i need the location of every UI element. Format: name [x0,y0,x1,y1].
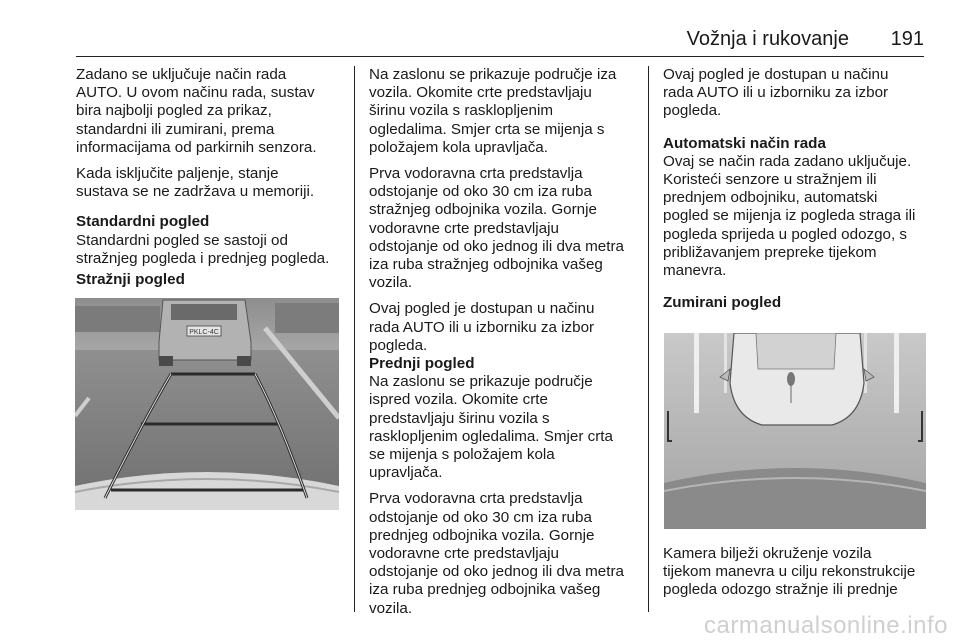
rear-view-camera-image [75,298,339,510]
page-header [76,24,924,54]
paragraph: Prva vodoravna crta predstavlja odstojanje od oko 30 cm iza ruba stražnjeg odbojnika vozila. Gornje vodoravne crte predstavljaju odstojanje od oko jednog ili dva metra iza ruba stražnjeg odbojnika vašeg vozila. [369,165,624,292]
subheading-zoomed-view: Zumirani pogled [663,294,782,312]
subheading-automatic-mode: Automatski način rada [663,134,826,152]
subheading-rear-view: Stražnji pogled [76,271,185,289]
paragraph: Ovaj se način rada zadano uključuje. Koristeći senzore u stražnjem ili prednjem odbojniku, automatski pogled se mijenja iz pogleda straga ili pogleda sprijeda u pogled odozgo, s približavanjem prepreke tijekom manevra. [663,152,916,280]
paragraph: Standardni pogled se sastoji od stražnjeg pogleda i prednjeg pogleda. [76,231,330,267]
subheading-standard-view: Standardni pogled [76,213,210,231]
paragraph: Kada isključite paljenje, stanje sustava se ne zadržava u memoriji. [76,165,315,201]
column-3 [663,66,928,312]
header-rule [76,56,924,57]
zoomed-view-camera-image [664,333,926,529]
column-1 [76,66,344,289]
section-title: Vožnja i rukovanje [686,28,849,50]
paragraph: Ovaj pogled je dostupan u načinu rada AUTO ili u izborniku za izbor pogleda. [663,66,889,120]
column-2 [369,66,639,626]
paragraph: Na zaslonu se prikazuje područje iza vozila. Okomite crte predstavljaju širinu vozila s rasklopljenim ogledalima. Smjer crta se mijenja s položajem kola upravljača. [369,66,617,156]
column-divider [648,66,649,612]
column-3-bottom [663,545,928,608]
page-number: 191 [890,28,924,50]
paragraph: Prva vodoravna crta predstavlja odstojanje od oko 30 cm iza ruba prednjeg odbojnika vozila. Gornje vodoravne crte predstavljaju odstojanje od oko jednog ili dva metra iza ruba prednjeg odbojnika vašeg vozila. [369,490,624,617]
license-plate-text: PKLC-4C [189,329,219,336]
subheading-front-view: Prednji pogled [369,355,475,373]
column-divider [354,66,355,612]
paragraph: Ovaj pogled je dostupan u načinu rada AUTO ili u izborniku za izbor pogleda. [369,300,595,354]
paragraph: Na zaslonu se prikazuje područje ispred vozila. Okomite crte predstavljaju širinu vozila s rasklopljenim ogledalima. Smjer crta se mijenja s položajem kola upravljača. [369,373,613,482]
watermark: carmanualsonline.info [704,612,948,639]
paragraph: Kamera bilježi okruženje vozila tijekom manevra u cilju rekonstrukcije pogleda odozgo stražnje ili prednje [663,545,916,599]
paragraph: Zadano se uključuje način rada AUTO. U ovom načinu rada, sustav bira najbolji pogled za prikaz, standardni ili zumirani, prema informacijama od parkirnih senzora. [76,66,317,156]
